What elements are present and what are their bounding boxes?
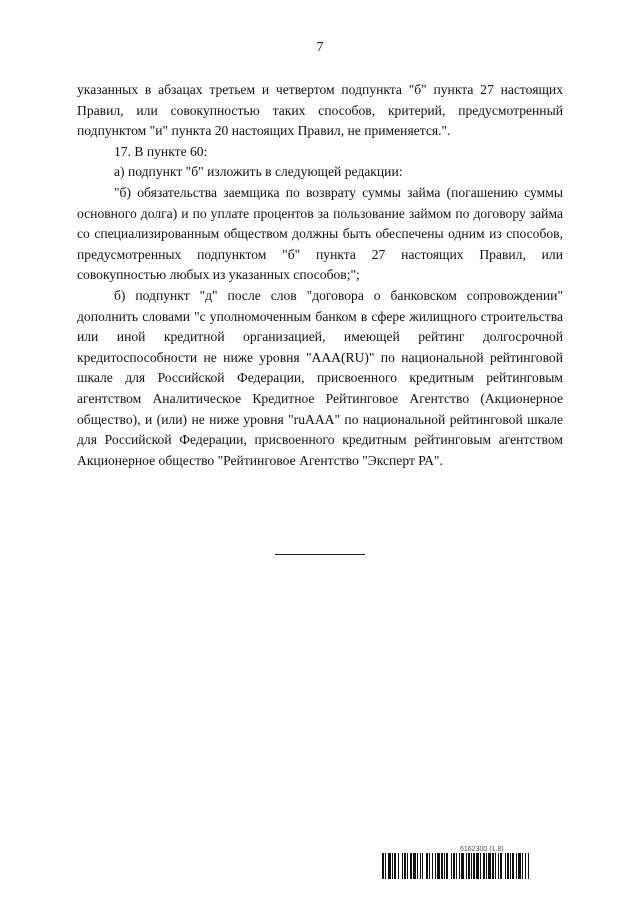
paragraph-item-17: 17. В пункте 60: — [114, 143, 208, 159]
barcode-image — [382, 853, 562, 879]
paragraph-subitem-b: б) подпункт "д" после слов "договора о банковском сопровождении" дополнить словами "с уполномоченным банком в сфере жилищного строительства или иной кредитной организацией, имеющей рейтинг долгосрочной кредитоспособности не ниже уровня "ААА(RU)" по национальной рейтинговой шкале для Российской Федерации, присвоенного кредитным рейтинговым агентством Аналитическое Кредитное Рейтинговое Агентство (Акционерное общество), и (или) не ниже уровня "ruAAA" по национальной рейтинговой шкале для Российской Федерации, присвоенного кредитным рейтинговым агентством Акционерное общество "Рейтинговое Агентство "Эксперт РА". — [77, 287, 563, 468]
paragraph-subitem-a: а) подпункт "б" изложить в следующей редакции: — [114, 164, 403, 180]
page-number: 7 — [316, 40, 324, 55]
paragraph-continuation: указанных в абзацах третьем и четвертом подпункта "б" пункта 27 настоящих Правил, или совокупностью таких способов, критерий, предусмотренный подпунктом "и" пункта 20 настоящих Правил, не применяется.". — [77, 82, 563, 139]
paragraph-quoted-subitem-b: "б) обязательства заемщика по возврату суммы займа (погашению суммы основного долга) и по уплате процентов за пользование займом по договору займа со специализированным обществом должны быть обеспечены одним из способов, предусмотренных подпунктом "б" пункта 27 настоящих Правил, или совокупностью любых из указанных способов;"; — [77, 184, 563, 283]
document-body — [77, 80, 563, 471]
end-separator-line — [275, 554, 365, 555]
document-code: 6162300 (1.8) — [460, 846, 504, 853]
